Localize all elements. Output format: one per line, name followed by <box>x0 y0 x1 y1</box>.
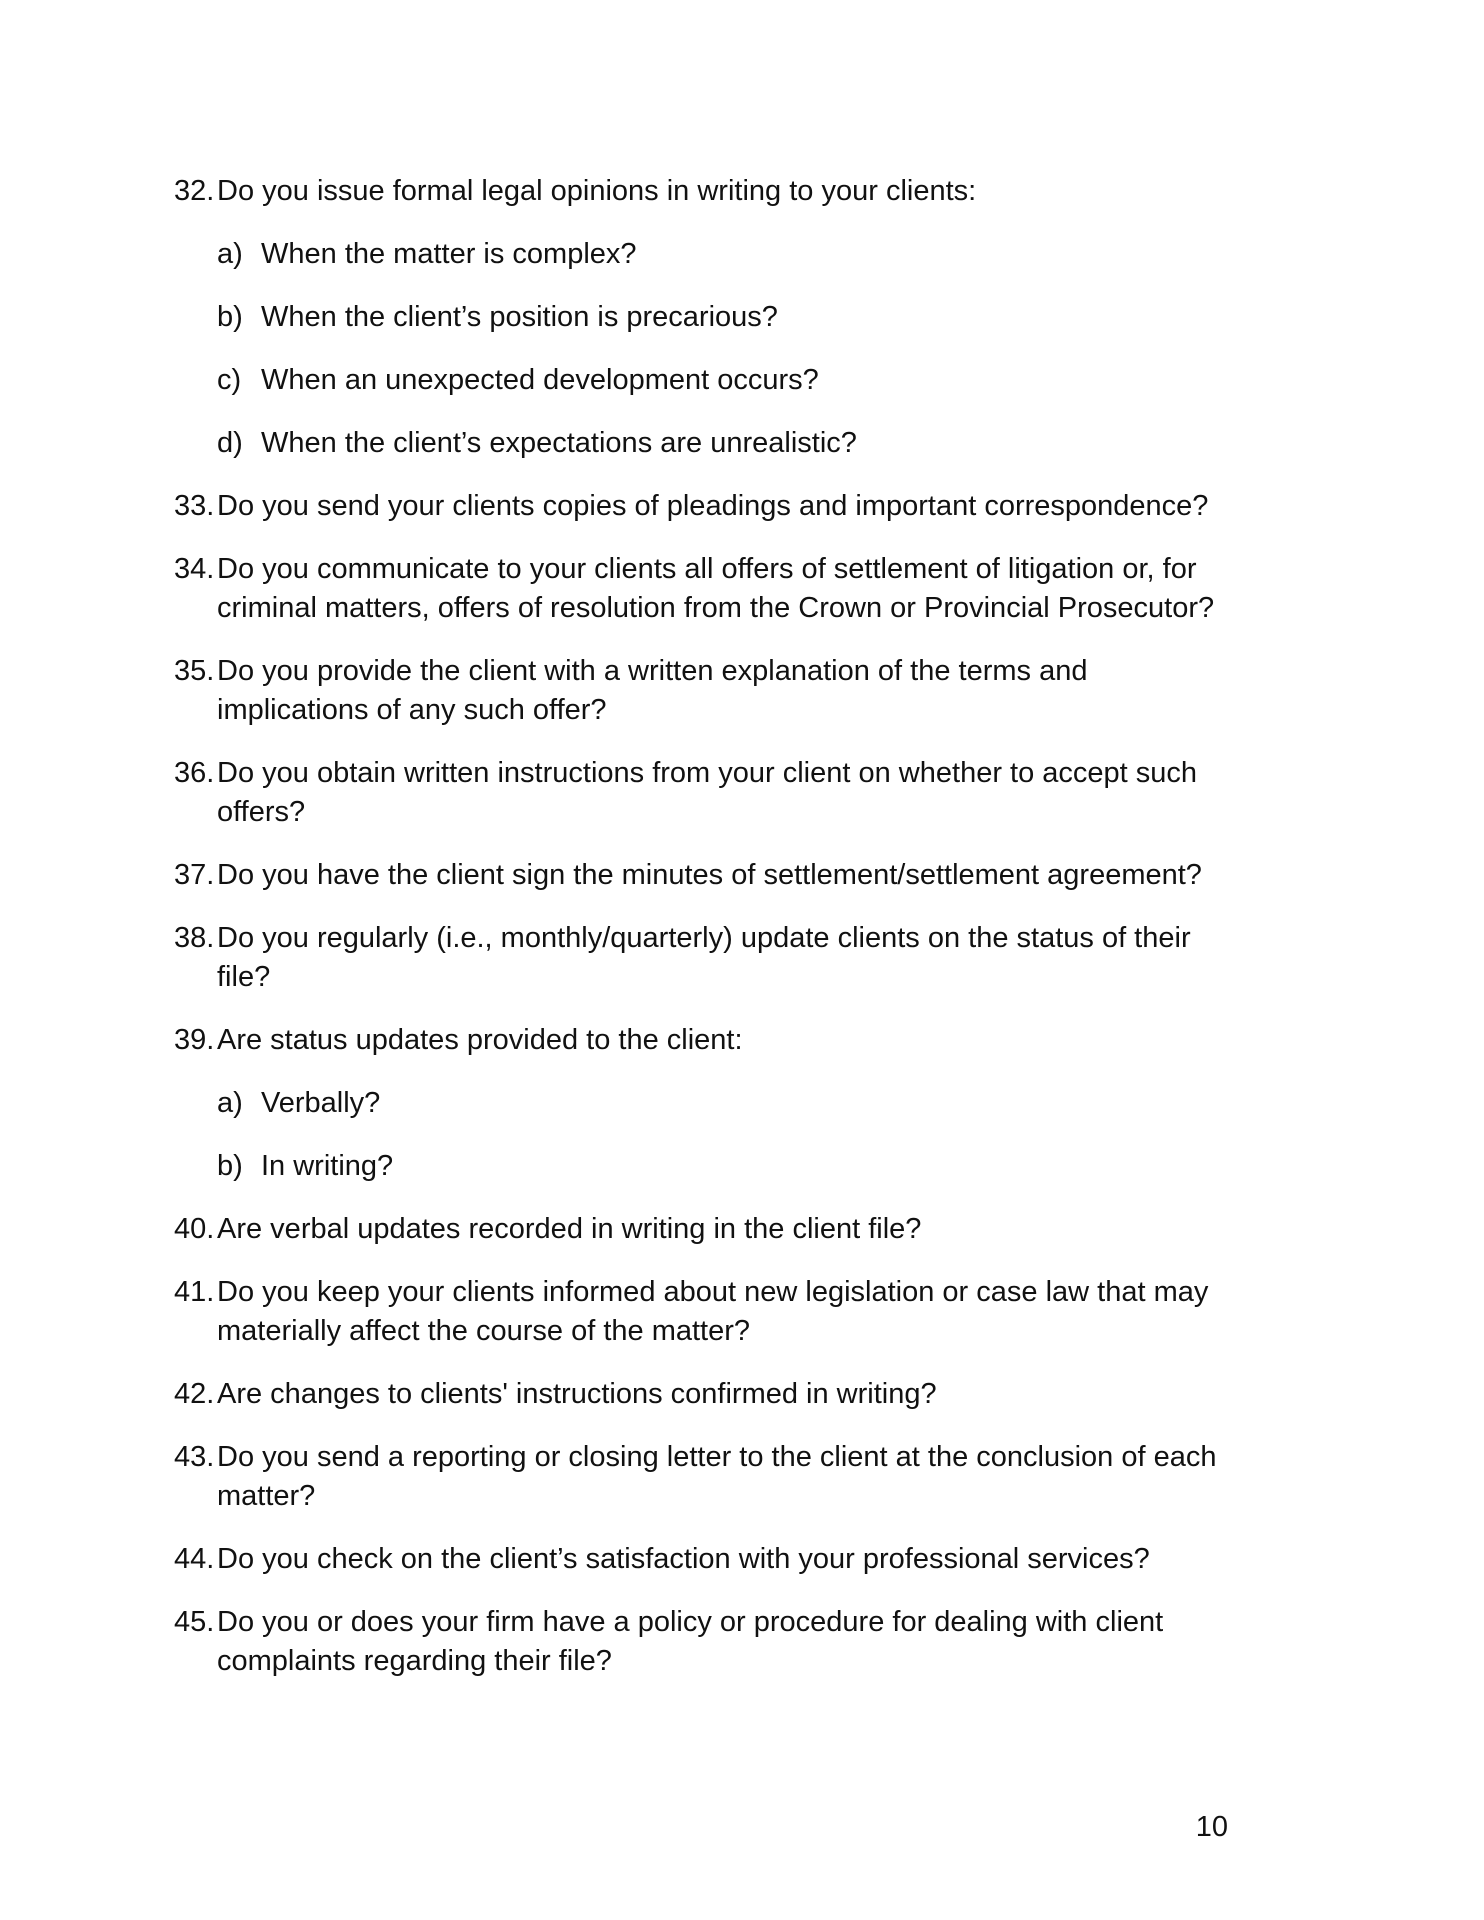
sub-question-letter: a) <box>217 1087 243 1119</box>
page-number: 10 <box>1195 1811 1228 1843</box>
sub-question-32a <box>174 235 1234 274</box>
question-text: Do you issue formal legal opinions in writing to your clients: <box>217 175 977 207</box>
question-number: 36. <box>174 757 215 789</box>
question-38 <box>174 919 1234 997</box>
question-39 <box>174 1021 1234 1060</box>
question-36 <box>174 754 1234 832</box>
question-45 <box>174 1603 1234 1681</box>
question-43 <box>174 1438 1234 1516</box>
question-number: 43. <box>174 1441 215 1473</box>
sub-question-letter: b) <box>217 1150 243 1182</box>
question-text: Are verbal updates recorded in writing in the client file? <box>217 1213 922 1245</box>
question-number: 32. <box>174 175 215 207</box>
question-text: Do you obtain written instructions from your client on whether to accept such offers? <box>217 757 1198 828</box>
sub-question-32d <box>174 424 1234 463</box>
question-number: 39. <box>174 1024 215 1056</box>
sub-question-letter: b) <box>217 301 243 333</box>
question-text: Are changes to clients' instructions confirmed in writing? <box>217 1378 937 1410</box>
sub-question-letter: c) <box>217 364 242 396</box>
sub-question-text: When an unexpected development occurs? <box>261 364 819 396</box>
question-number: 35. <box>174 655 215 687</box>
question-37 <box>174 856 1234 895</box>
sub-question-32b <box>174 298 1234 337</box>
sub-question-text: Verbally? <box>261 1087 381 1119</box>
sub-question-text: When the client’s expectations are unrealistic? <box>261 427 857 459</box>
question-text: Do you check on the client’s satisfaction with your professional services? <box>217 1543 1150 1575</box>
question-32 <box>174 172 1234 211</box>
sub-question-text: When the matter is complex? <box>261 238 637 270</box>
sub-question-32c <box>174 361 1234 400</box>
question-number: 45. <box>174 1606 215 1638</box>
sub-question-text: When the client’s position is precarious? <box>261 301 778 333</box>
question-list <box>174 172 1234 1705</box>
question-41 <box>174 1273 1234 1351</box>
question-number: 44. <box>174 1543 215 1575</box>
question-number: 37. <box>174 859 215 891</box>
question-text: Do you send a reporting or closing letter to the client at the conclusion of each matter? <box>217 1441 1217 1512</box>
question-42 <box>174 1375 1234 1414</box>
question-text: Do you provide the client with a written explanation of the terms and implications of any such offer? <box>217 655 1088 726</box>
question-number: 40. <box>174 1213 215 1245</box>
sub-question-39b <box>174 1147 1234 1186</box>
question-text: Do you or does your firm have a policy or procedure for dealing with client complaints regarding their file? <box>217 1606 1164 1677</box>
question-35 <box>174 652 1234 730</box>
question-text: Do you keep your clients informed about new legislation or case law that may materially affect the course of the matter? <box>217 1276 1209 1347</box>
question-text: Do you regularly (i.e., monthly/quarterly) update clients on the status of their file? <box>217 922 1191 993</box>
question-number: 33. <box>174 490 215 522</box>
sub-question-text: In writing? <box>261 1150 394 1182</box>
sub-question-letter: a) <box>217 238 243 270</box>
question-33 <box>174 487 1234 526</box>
question-34 <box>174 550 1234 628</box>
sub-question-39a <box>174 1084 1234 1123</box>
sub-question-letter: d) <box>217 427 243 459</box>
question-text: Are status updates provided to the client: <box>217 1024 743 1056</box>
question-40 <box>174 1210 1234 1249</box>
question-number: 41. <box>174 1276 215 1308</box>
question-number: 34. <box>174 553 215 585</box>
question-text: Do you communicate to your clients all offers of settlement of litigation or, for criminal matters, offers of resolution from the Crown or Provincial Prosecutor? <box>217 553 1215 624</box>
question-number: 38. <box>174 922 215 954</box>
question-text: Do you have the client sign the minutes of settlement/settlement agreement? <box>217 859 1202 891</box>
question-text: Do you send your clients copies of pleadings and important correspondence? <box>217 490 1209 522</box>
question-number: 42. <box>174 1378 215 1410</box>
question-44 <box>174 1540 1234 1579</box>
